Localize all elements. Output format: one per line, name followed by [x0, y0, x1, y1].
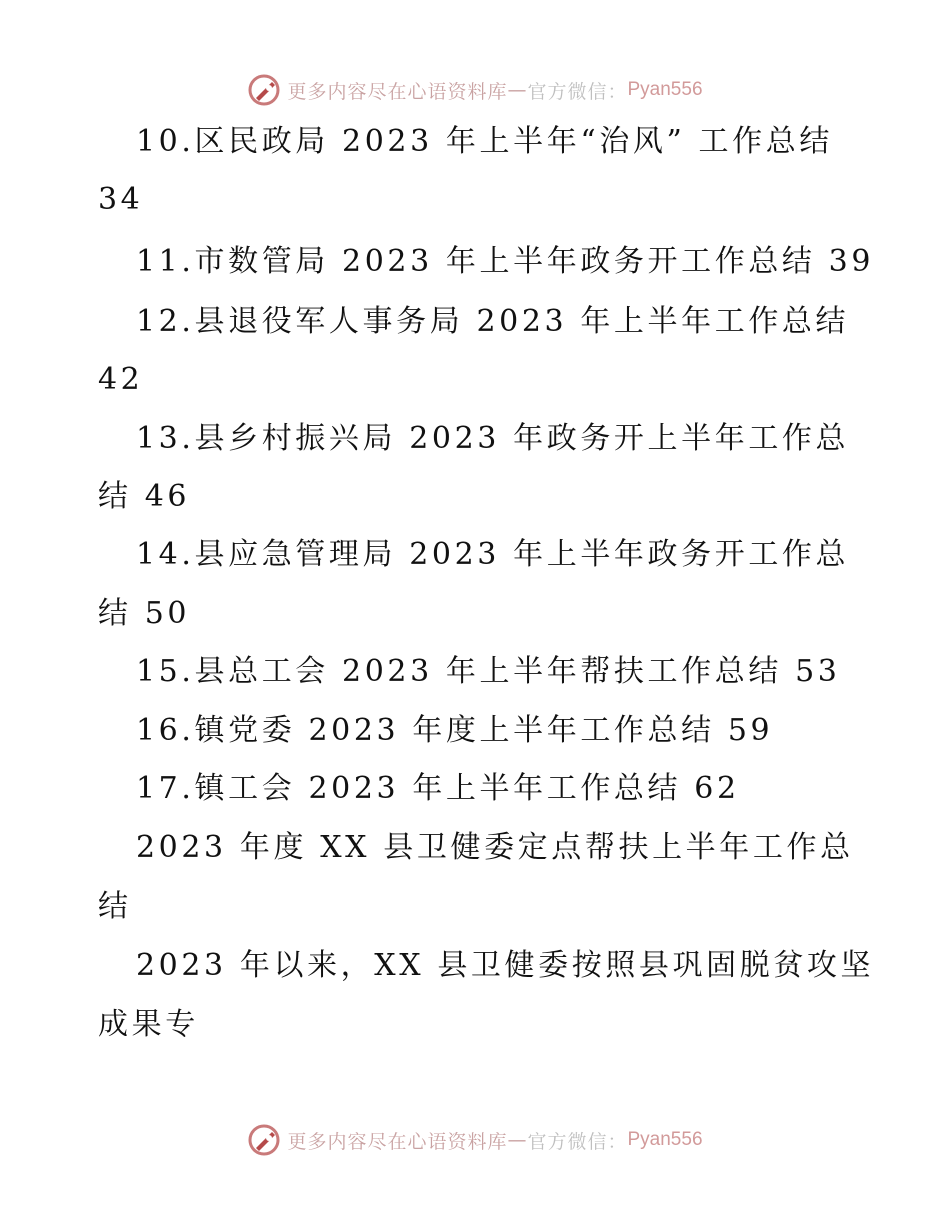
banner-handle: Pyan556: [627, 79, 703, 100]
banner-dash: —: [507, 79, 528, 101]
paragraph-line: 2023 年以来，XX 县卫健委按照县巩固脱贫攻坚: [136, 948, 875, 983]
toc-line: 结 50: [98, 596, 191, 631]
section-heading: 结: [98, 889, 132, 924]
toc-line: 14.县应急管理局 2023 年上半年政务开工作总: [136, 537, 850, 572]
header-banner: [0, 70, 950, 110]
banner-label: 官方微信：: [527, 80, 628, 103]
toc-line: 34: [98, 182, 144, 217]
toc-line: 11.市数管局 2023 年上半年政务开工作总结 39: [136, 244, 875, 279]
pen-logo-icon: [247, 73, 281, 107]
pen-logo-icon: [247, 1123, 281, 1157]
toc-line: 15.县总工会 2023 年上半年帮扶工作总结 53: [136, 654, 841, 689]
section-heading: 2023 年度 XX 县卫健委定点帮扶上半年工作总: [136, 830, 854, 865]
banner-dash: —: [507, 1129, 528, 1151]
toc-line: 10.区民政局 2023 年上半年“治风” 工作总结: [136, 124, 833, 159]
banner-handle: Pyan556: [627, 1129, 703, 1150]
toc-line: 17.镇工会 2023 年上半年工作总结 62: [136, 771, 740, 806]
banner-label: 官方微信：: [527, 1130, 628, 1153]
toc-line: 结 46: [98, 479, 191, 514]
paragraph-line: 成果专: [98, 1007, 199, 1042]
footer-banner: [0, 1120, 950, 1160]
toc-line: 13.县乡村振兴局 2023 年政务开上半年工作总: [136, 421, 850, 456]
toc-line: 42: [98, 362, 144, 397]
toc-line: 16.镇党委 2023 年度上半年工作总结 59: [136, 713, 774, 748]
banner-text: 更多内容尽在心语资料库: [287, 1130, 508, 1153]
toc-line: 12.县退役军人事务局 2023 年上半年工作总结: [136, 304, 850, 339]
banner-text: 更多内容尽在心语资料库: [287, 80, 508, 103]
